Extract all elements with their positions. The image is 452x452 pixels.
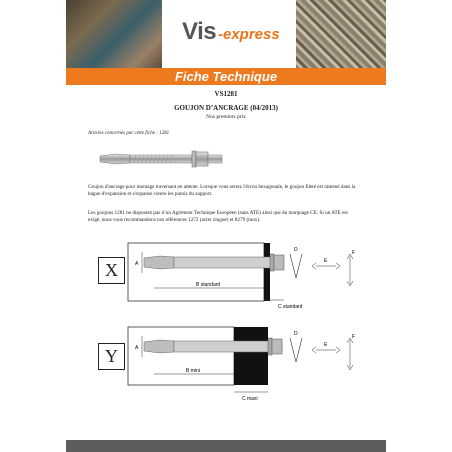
- diagram-x: [126, 238, 376, 310]
- document-title: GOUJON D’ANCRAGE (04/2013): [174, 104, 278, 112]
- brand-logo: [162, 0, 296, 70]
- diagram-y-label-b: B mini: [186, 368, 200, 374]
- technical-sheet-page: [66, 0, 386, 452]
- brand-name: Vis: [182, 18, 217, 45]
- footer-bar: [66, 440, 386, 452]
- anchor-bolt-illustration: [96, 146, 226, 172]
- diagram-x-label-c: C standard: [278, 304, 303, 310]
- brand-accent: -express: [218, 26, 280, 43]
- diagram-y-label-a: A: [135, 345, 139, 351]
- diagram-x-label-f: F: [352, 250, 356, 256]
- banner-photo-screws: [296, 0, 386, 70]
- diagram-y-base-material: [128, 327, 234, 385]
- diagram-x-label-e: E: [324, 258, 328, 264]
- document-subtitle: Nos premiers prix: [206, 114, 246, 120]
- diagram-x-label-d: D: [294, 247, 298, 253]
- banner-title: Fiche Technique: [174, 69, 278, 84]
- diagram-y-label-d: D: [294, 331, 298, 337]
- diagram-x-base-material: [128, 243, 264, 301]
- banner-photo-tools: [66, 0, 162, 70]
- diagram-x-fixture: [264, 243, 270, 301]
- diagram-y-label-e: E: [324, 342, 328, 348]
- articles-note: Articles concernés par cette fiche : 1281: [88, 131, 170, 136]
- diagram-y-label-c: C maxi: [242, 396, 258, 402]
- diagram-y: [126, 322, 376, 407]
- diagram-x-label-b: B standard: [196, 282, 221, 288]
- product-reference: VS1281: [214, 90, 238, 98]
- diagram-x-letter: X: [98, 257, 125, 284]
- certification-paragraph: Les goujons 1281 ne disposent pas d’un Agrément Technique Européen (sans ATE) ainsi que du marquage CE. Si un ATE est exigé, nous vous recommandons nos références 1272 (acier zingué) et 8279 (inox).: [88, 210, 348, 223]
- header-banner: [66, 0, 386, 70]
- diagram-y-fixture: [234, 327, 268, 385]
- diagram-y-label-f: F: [352, 334, 356, 340]
- description-paragraph: Goujon d'ancrage pour montage traversant en attente. Lorsque vous serrez l'écrou hexagonale, le goujon fileté est ramené dans la bague d'expansion et s'expanse contre les parois du support.: [88, 184, 356, 197]
- diagram-x-label-a: A: [135, 261, 139, 267]
- diagram-y-letter: Y: [98, 343, 125, 370]
